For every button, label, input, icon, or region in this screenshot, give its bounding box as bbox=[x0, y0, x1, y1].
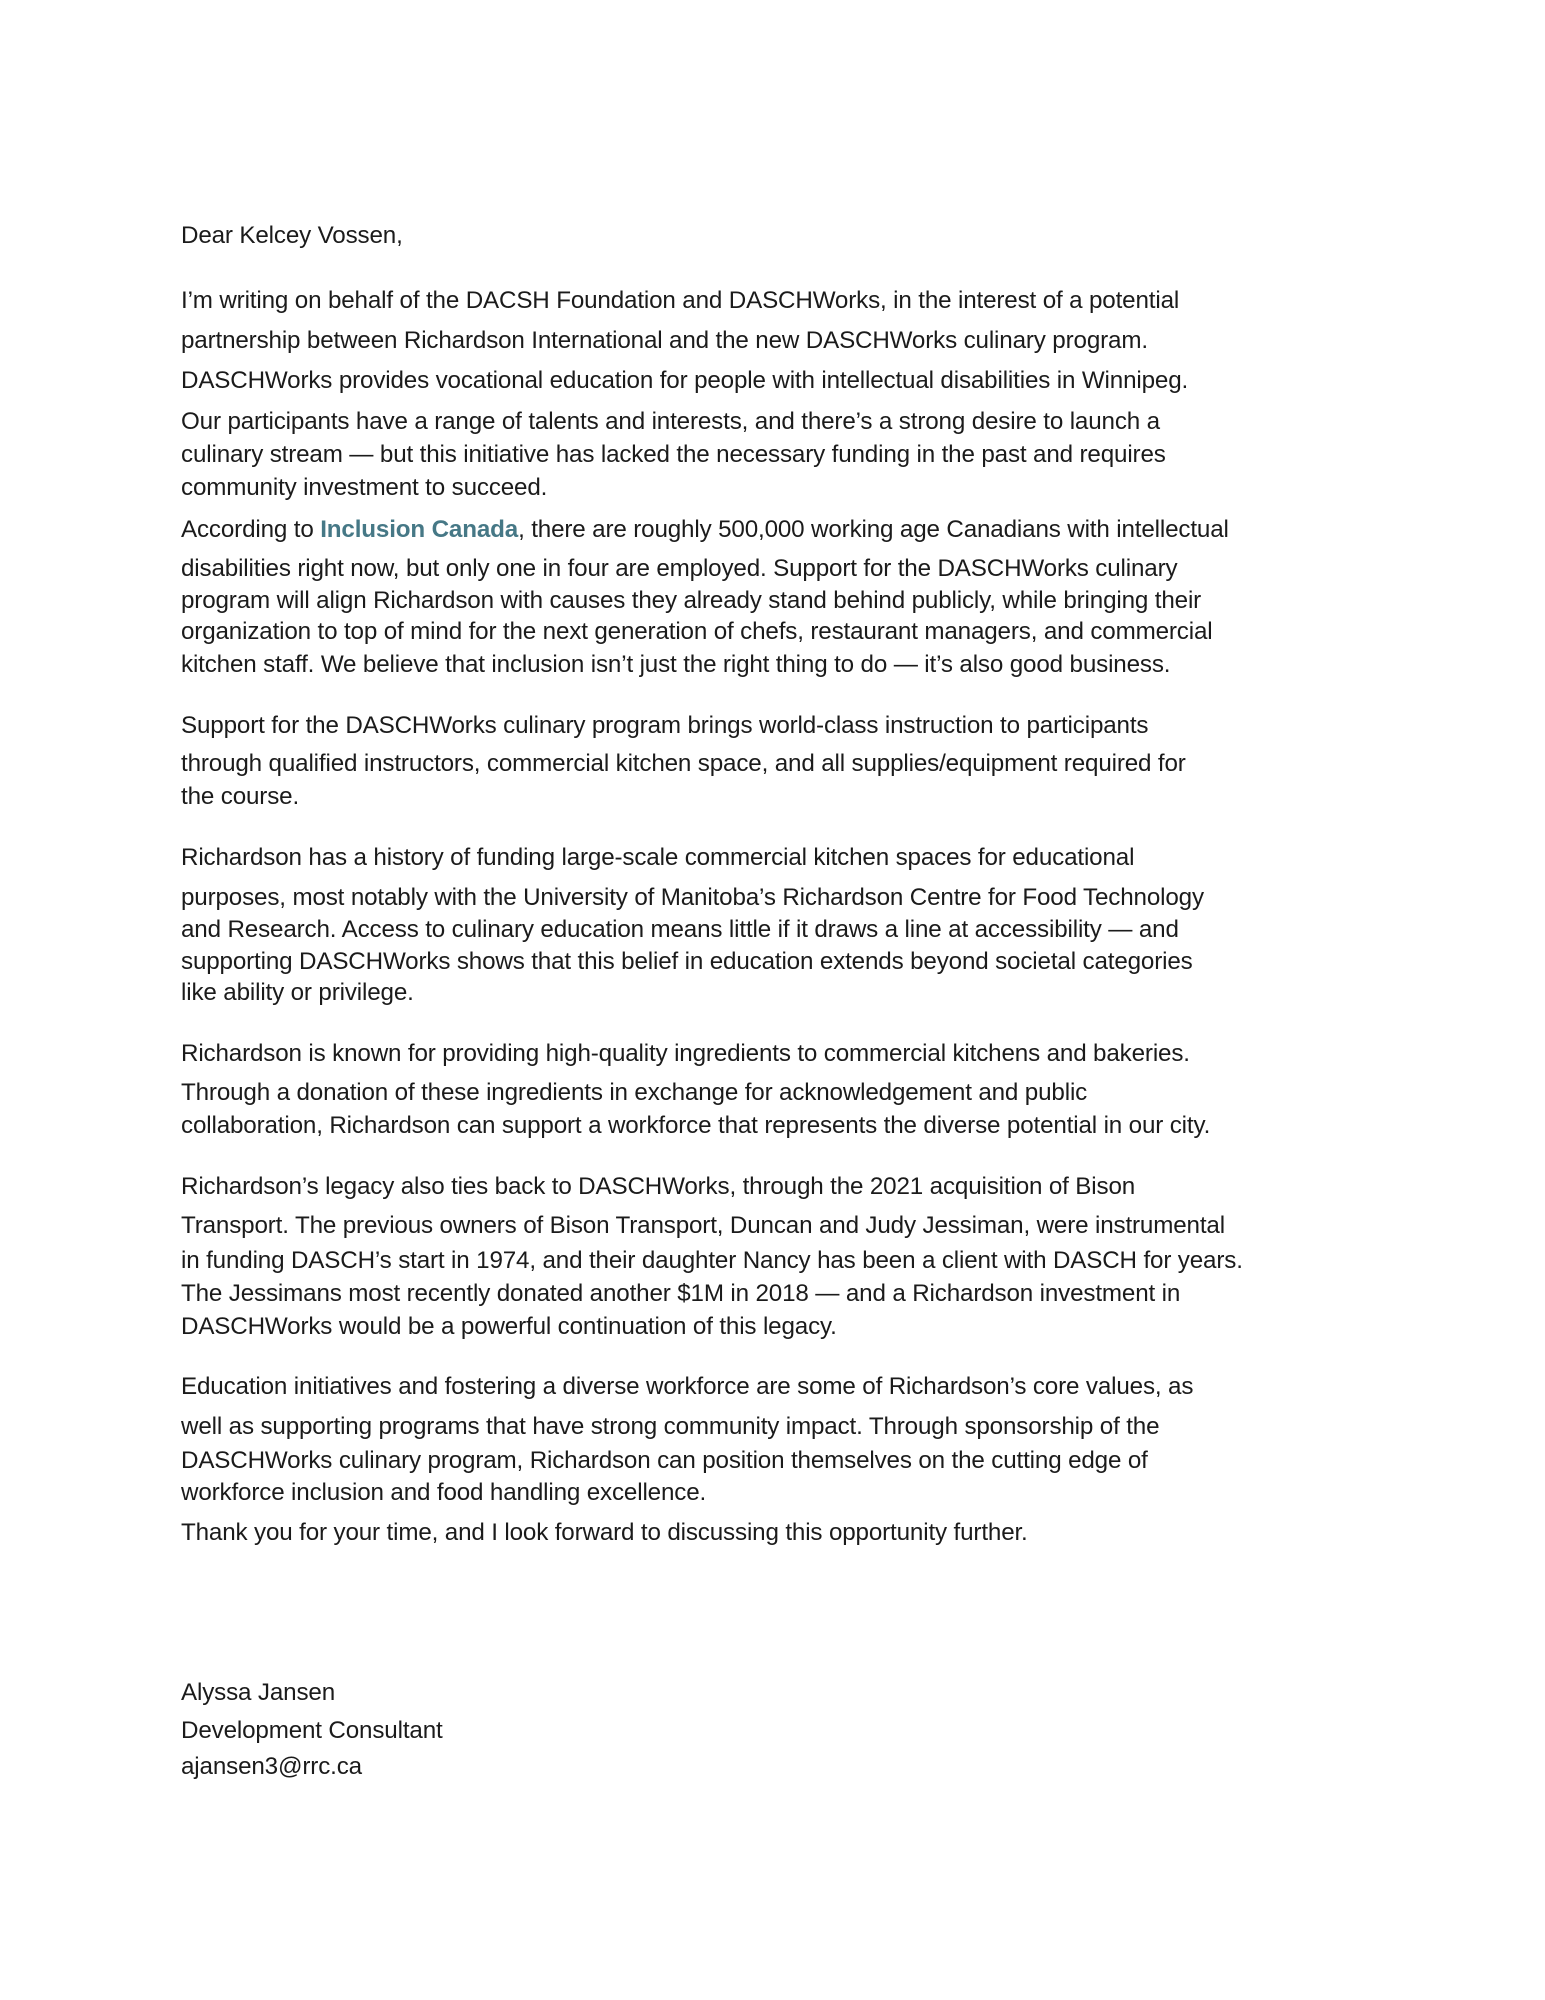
paragraph-line: in funding DASCH’s start in 1974, and their daughter Nancy has been a client with DASCH for years. bbox=[181, 1247, 1243, 1274]
paragraph-line: organization to top of mind for the next generation of chefs, restaurant managers, and commercial bbox=[181, 618, 1213, 645]
closing-line: Thank you for your time, and I look forward to discussing this opportunity further. bbox=[181, 1519, 1028, 1546]
salutation: Dear Kelcey Vossen, bbox=[181, 222, 403, 249]
paragraph-line: Education initiatives and fostering a diverse workforce are some of Richardson’s core values, as bbox=[181, 1373, 1194, 1400]
paragraph-line: through qualified instructors, commercial kitchen space, and all supplies/equipment required for bbox=[181, 750, 1186, 777]
paragraph-line: Through a donation of these ingredients in exchange for acknowledgement and public bbox=[181, 1079, 1088, 1106]
paragraph-line: Our participants have a range of talents and interests, and there’s a strong desire to launch a bbox=[181, 408, 1160, 435]
paragraph-line: Richardson is known for providing high-quality ingredients to commercial kitchens and bakeries. bbox=[181, 1040, 1190, 1067]
line-prefix: According to bbox=[181, 516, 321, 543]
paragraph-line: kitchen staff. We believe that inclusion isn’t just the right thing to do — it’s also good business. bbox=[181, 651, 1171, 678]
signature-title: Development Consultant bbox=[181, 1717, 443, 1744]
paragraph-line: community investment to succeed. bbox=[181, 474, 548, 501]
signature-email[interactable]: ajansen3@rrc.ca bbox=[181, 1753, 362, 1780]
paragraph-line: collaboration, Richardson can support a workforce that represents the diverse potential in our city. bbox=[181, 1112, 1211, 1139]
signature-name: Alyssa Jansen bbox=[181, 1679, 336, 1706]
paragraph-line bbox=[181, 515, 1229, 545]
paragraph-line: DASCHWorks would be a powerful continuation of this legacy. bbox=[181, 1313, 837, 1340]
paragraph-line: DASCHWorks provides vocational education for people with intellectual disabilities in Winnipeg. bbox=[181, 367, 1189, 394]
line-suffix: , there are roughly 500,000 working age Canadians with intellectual bbox=[518, 516, 1229, 543]
paragraph-line: well as supporting programs that have strong community impact. Through sponsorship of the bbox=[181, 1413, 1160, 1440]
paragraph-line: disabilities right now, but only one in four are employed. Support for the DASCHWorks culinary bbox=[181, 555, 1178, 582]
paragraph-line: The Jessimans most recently donated another $1M in 2018 — and a Richardson investment in bbox=[181, 1280, 1181, 1307]
paragraph-line: Transport. The previous owners of Bison Transport, Duncan and Judy Jessiman, were instrumental bbox=[181, 1212, 1225, 1239]
paragraph-line: like ability or privilege. bbox=[181, 979, 414, 1006]
paragraph-line: and Research. Access to culinary education means little if it draws a line at accessibility — and bbox=[181, 916, 1179, 943]
paragraph-line: supporting DASCHWorks shows that this belief in education extends beyond societal categories bbox=[181, 948, 1193, 975]
inclusion-canada-link[interactable]: Inclusion Canada bbox=[320, 516, 519, 543]
paragraph-line: workforce inclusion and food handling excellence. bbox=[181, 1479, 707, 1506]
paragraph-line: Richardson’s legacy also ties back to DASCHWorks, through the 2021 acquisition of Bison bbox=[181, 1173, 1136, 1200]
paragraph-line: DASCHWorks culinary program, Richardson can position themselves on the cutting edge of bbox=[181, 1447, 1148, 1474]
paragraph-line: program will align Richardson with causes they already stand behind publicly, while bringing their bbox=[181, 587, 1202, 614]
paragraph-line: the course. bbox=[181, 783, 300, 810]
paragraph-line: partnership between Richardson International and the new DASCHWorks culinary program. bbox=[181, 327, 1148, 354]
paragraph-line: I’m writing on behalf of the DACSH Foundation and DASCHWorks, in the interest of a potential bbox=[181, 287, 1180, 314]
paragraph-line: culinary stream — but this initiative has lacked the necessary funding in the past and requires bbox=[181, 441, 1166, 468]
paragraph-line: purposes, most notably with the University of Manitoba’s Richardson Centre for Food Technology bbox=[181, 884, 1204, 911]
paragraph-line: Richardson has a history of funding large-scale commercial kitchen spaces for educational bbox=[181, 844, 1135, 871]
paragraph-line: Support for the DASCHWorks culinary program brings world-class instruction to participants bbox=[181, 712, 1149, 739]
